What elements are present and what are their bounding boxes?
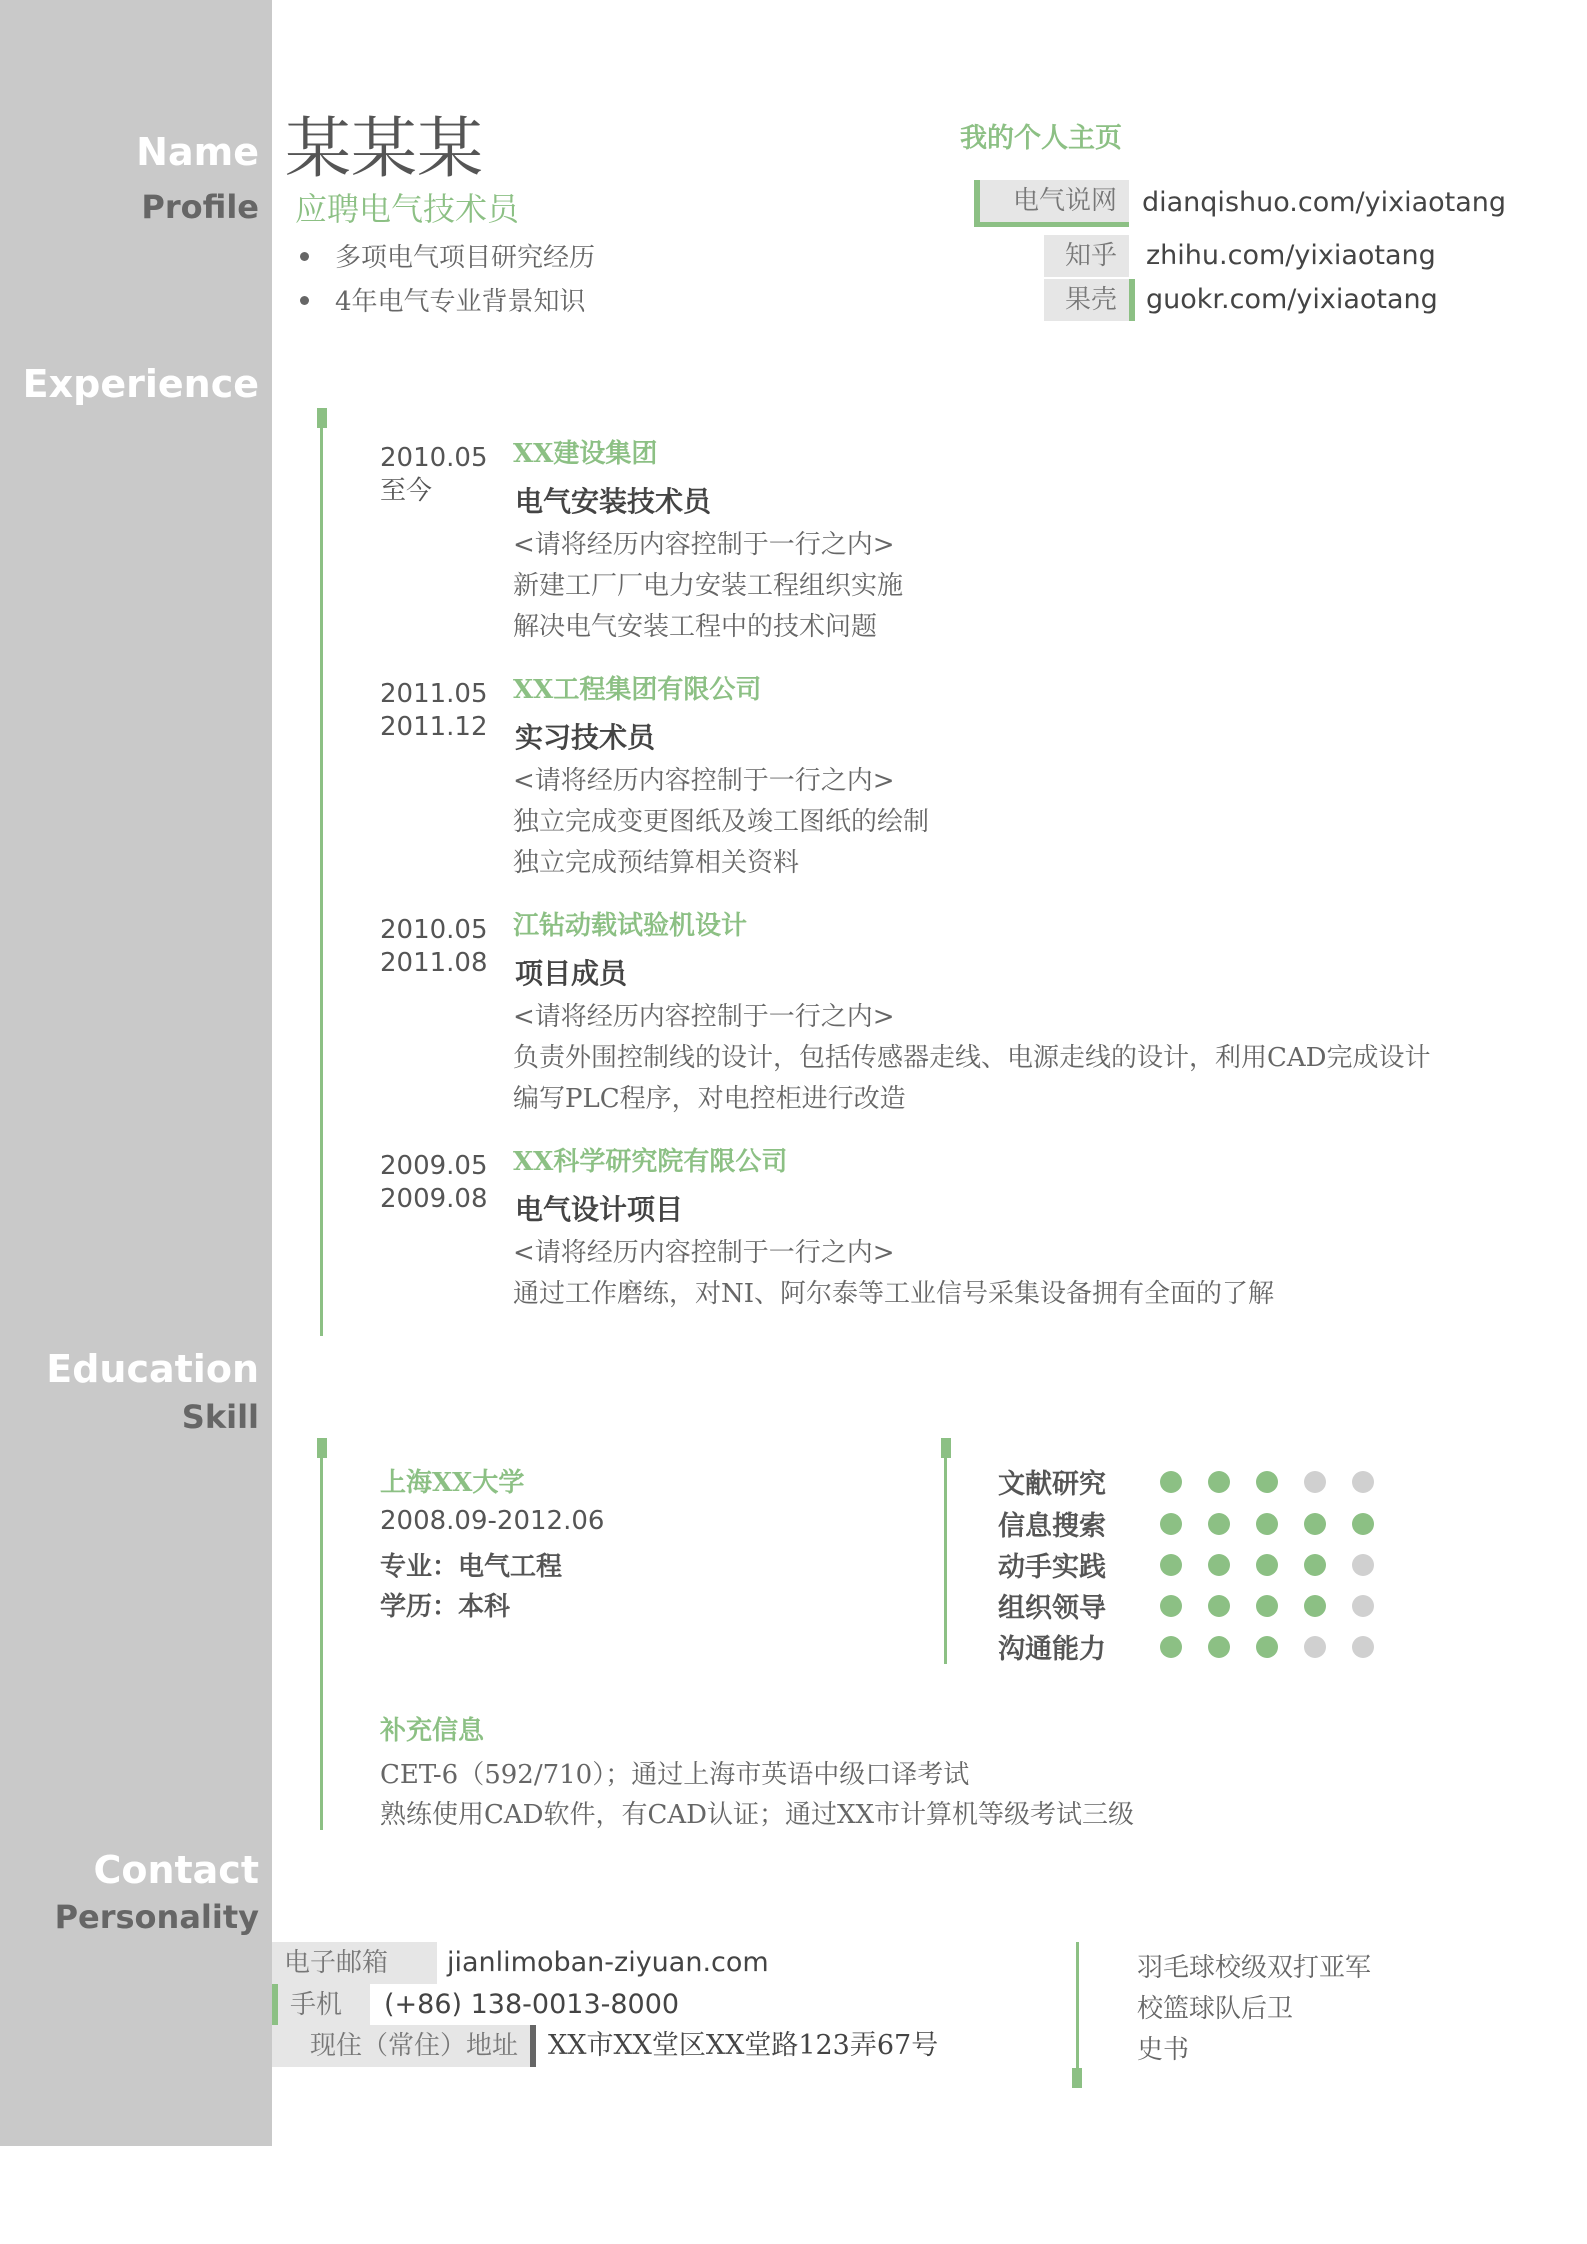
skill-dot-filled: [1256, 1595, 1278, 1617]
skill-dot-filled: [1160, 1554, 1182, 1576]
personality-item: 校篮球队后卫: [1137, 1994, 1294, 2024]
sidebar-heading-experience: Experience: [22, 362, 259, 406]
personality-item: 史书: [1137, 2035, 1190, 2065]
skill-name: 沟通能力: [998, 1634, 1106, 1665]
contact-label-phone: 手机: [272, 1984, 370, 2026]
contact-address: XX市XX堂区XX堂路123弄67号: [548, 2030, 939, 2061]
exp-line: 通过工作磨练，对NI、阿尔泰等工业信号采集设备拥有全面的了解: [513, 1279, 1275, 1309]
skills-timeline-marker: [941, 1438, 951, 1458]
contact-label-address: 现住（常住）地址: [272, 2025, 536, 2067]
skill-dot-filled: [1160, 1513, 1182, 1535]
link-label-zhihu: 知乎: [1044, 235, 1129, 277]
exp-line: <请将经历内容控制于一行之内>: [513, 530, 895, 560]
exp-company: 江钻动载试验机设计: [513, 911, 748, 941]
personality-timeline-marker: [1072, 2068, 1082, 2088]
personality-item: 羽毛球校级双打亚军: [1137, 1953, 1372, 1983]
exp-line: 独立完成变更图纸及竣工图纸的绘制: [513, 807, 930, 837]
candidate-name: 某某某: [285, 110, 483, 187]
supplement-title: 补充信息: [380, 1716, 485, 1746]
skill-dot-filled: [1160, 1471, 1182, 1493]
skill-dot-empty: [1352, 1471, 1374, 1493]
exp-line: 编写PLC程序，对电控柜进行改造: [513, 1084, 906, 1114]
exp-date-range: 2009.05 2009.08: [380, 1151, 488, 1214]
skill-dot-filled: [1208, 1595, 1230, 1617]
contact-phone[interactable]: (+86) 138-0013-8000: [384, 1989, 680, 2020]
skill-dot-filled: [1208, 1513, 1230, 1535]
sidebar-heading-education: Education: [46, 1347, 259, 1391]
exp-date-range: 2010.05 2011.08: [380, 915, 488, 978]
link-guokr[interactable]: guokr.com/yixiaotang: [1146, 284, 1438, 315]
education-timeline-marker: [317, 1438, 327, 1458]
bullet-icon: [300, 252, 309, 261]
skill-dot-filled: [1256, 1471, 1278, 1493]
edu-major: 专业：电气工程: [380, 1552, 563, 1582]
profile-bullets: [300, 236, 595, 324]
skill-name: 组织领导: [998, 1593, 1106, 1624]
link-zhihu[interactable]: zhihu.com/yixiaotang: [1146, 240, 1436, 271]
sidebar-heading-personality: Personality: [54, 1898, 259, 1936]
skill-dot-filled: [1208, 1636, 1230, 1658]
exp-line: <请将经历内容控制于一行之内>: [513, 1002, 895, 1032]
exp-line: 解决电气安装工程中的技术问题: [513, 612, 878, 642]
skill-dot-filled: [1256, 1513, 1278, 1535]
education-timeline-line: [320, 1438, 323, 1830]
exp-date-range: 2010.05 至今: [380, 443, 488, 506]
sidebar: [0, 0, 272, 2146]
sidebar-heading-contact: Contact: [93, 1848, 259, 1892]
skill-dot-filled: [1256, 1554, 1278, 1576]
link-label-guokr: 果壳: [1044, 279, 1135, 321]
exp-line: 新建工厂厂电力安装工程组织实施: [513, 571, 904, 601]
skill-dot-filled: [1304, 1595, 1326, 1617]
sidebar-heading-skill: Skill: [181, 1398, 259, 1436]
contact-email[interactable]: jianlimoban-ziyuan.com: [447, 1947, 769, 1978]
skill-name: 动手实践: [998, 1552, 1106, 1583]
supplement-line: 熟练使用CAD软件，有CAD认证；通过XX市计算机等级考试三级: [380, 1800, 1135, 1830]
skill-dot-empty: [1352, 1554, 1374, 1576]
personality-timeline-line: [1076, 1942, 1079, 2082]
supplement-line: CET-6（592/710）；通过上海市英语中级口译考试: [380, 1760, 970, 1790]
link-dianqishuo[interactable]: dianqishuo.com/yixiaotang: [1142, 187, 1507, 218]
exp-line: <请将经历内容控制于一行之内>: [513, 1238, 895, 1268]
bullet-icon: [300, 296, 309, 305]
skill-dot-empty: [1352, 1595, 1374, 1617]
edu-school: 上海XX大学: [380, 1468, 525, 1498]
exp-role: 电气安装技术员: [515, 485, 712, 518]
exp-role: 电气设计项目: [515, 1193, 684, 1226]
homepage-title: 我的个人主页: [960, 123, 1122, 154]
experience-timeline-line: [320, 408, 323, 1336]
job-title: 应聘电气技术员: [295, 190, 520, 228]
skill-dot-filled: [1256, 1636, 1278, 1658]
edu-period: 2008.09-2012.06: [380, 1506, 605, 1536]
skill-dot-empty: [1304, 1636, 1326, 1658]
skill-dot-filled: [1208, 1471, 1230, 1493]
exp-line: 负责外围控制线的设计，包括传感器走线、电源走线的设计，利用CAD完成设计: [513, 1043, 1431, 1073]
link-label-dianqishuo: 电气说网: [974, 180, 1129, 227]
skill-name: 信息搜索: [998, 1511, 1106, 1542]
sidebar-heading-profile: Profile: [141, 188, 259, 226]
experience-timeline-marker: [317, 408, 327, 428]
edu-degree: 学历：本科: [380, 1592, 511, 1622]
skill-dot-filled: [1160, 1595, 1182, 1617]
skill-dot-filled: [1352, 1513, 1374, 1535]
skill-dot-filled: [1160, 1636, 1182, 1658]
skill-dot-empty: [1304, 1471, 1326, 1493]
skill-name: 文献研究: [998, 1469, 1106, 1500]
skill-dot-empty: [1352, 1636, 1374, 1658]
exp-role: 实习技术员: [515, 721, 656, 754]
profile-bullet: 4年电气专业背景知识: [300, 280, 595, 324]
exp-line: <请将经历内容控制于一行之内>: [513, 766, 895, 796]
skills-timeline-line: [944, 1438, 947, 1664]
skill-dot-filled: [1208, 1554, 1230, 1576]
exp-line: 独立完成预结算相关资料: [513, 848, 800, 878]
skill-dot-filled: [1304, 1554, 1326, 1576]
exp-company: XX工程集团有限公司: [513, 675, 762, 705]
sidebar-heading-name: Name: [136, 130, 259, 174]
skill-dot-filled: [1304, 1513, 1326, 1535]
exp-role: 项目成员: [515, 957, 628, 990]
profile-bullet: 多项电气项目研究经历: [300, 236, 595, 280]
exp-company: XX建设集团: [513, 439, 658, 469]
exp-date-range: 2011.05 2011.12: [380, 679, 488, 742]
contact-label-email: 电子邮箱: [272, 1942, 437, 1984]
exp-company: XX科学研究院有限公司: [513, 1147, 788, 1177]
